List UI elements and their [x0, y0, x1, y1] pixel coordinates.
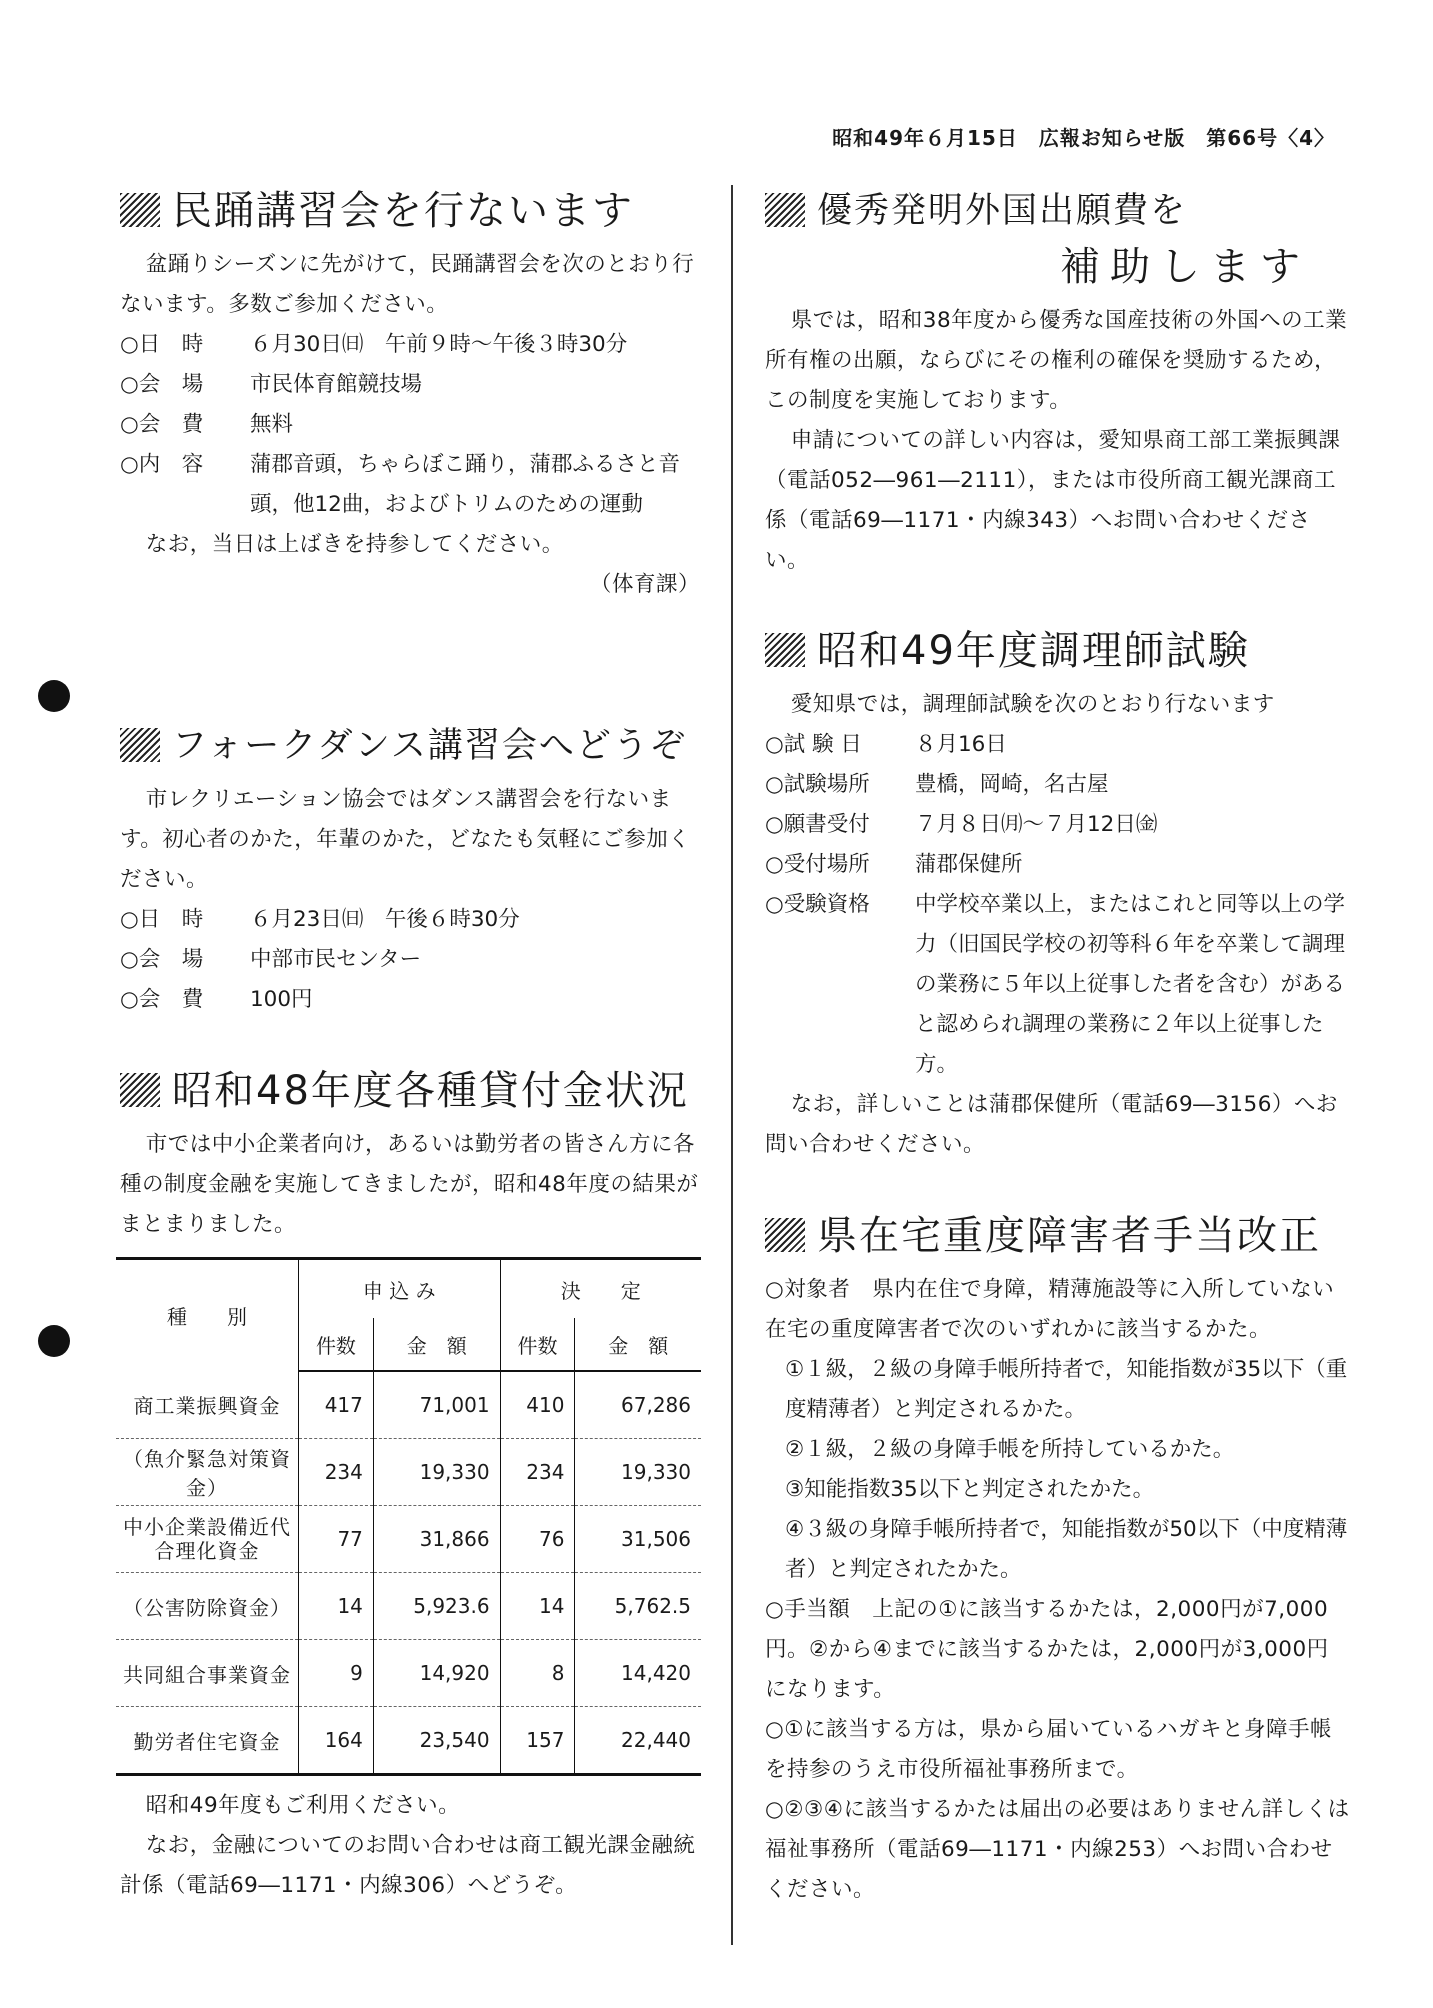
- welfare-target: ○対象者 県内在住で身障，精薄施設等に入所していない在宅の重度障害者で次のいずれかに該当するかた。: [765, 1277, 1335, 1342]
- hatch-icon: [765, 633, 805, 667]
- loan-intro: 市では中小企業者向け，あるいは勤労者の皆さん方に各種の制度金融を実施してきましたが，昭和48年度の結果がまとまりました。: [120, 1132, 699, 1237]
- hatch-icon: [120, 1073, 160, 1107]
- welfare-condition: ③知能指数35以下と判定されたかた。: [785, 1477, 1155, 1502]
- welfare-note2: ○②③④に該当するかたは届出の必要はありません詳しくは福祉事務所（電話69―1171・内線253）へお問い合わせください。: [765, 1797, 1350, 1902]
- col-apply-header: 申 込 み: [299, 1259, 501, 1319]
- col-count-header: 件数: [500, 1318, 575, 1371]
- punch-hole: [38, 1325, 70, 1357]
- folk-section: [120, 720, 700, 1065]
- minyo-note: なお，当日は上ばきを持参してください。: [145, 532, 564, 557]
- minyo-section: [120, 185, 700, 720]
- col-type-header: 種 別: [116, 1259, 299, 1372]
- minyo-item: ○会 費 無料: [120, 412, 294, 437]
- minyo-item: ○会 場 市民体育館競技場: [120, 372, 423, 397]
- col-amount-header: 金 額: [373, 1318, 500, 1371]
- cook-item: ○受験資格 中学校卒業以上，またはこれと同等以上の学力（旧国民学校の初等科６年を卒業して調理の業務に５年以上従事した者を含む）があると認められ調理の業務に２年以上従事した方。: [765, 892, 1346, 1077]
- loan-note1: 昭和49年度もご利用ください。: [145, 1793, 461, 1818]
- patent-section: [765, 185, 1350, 625]
- table-row: （魚介緊急対策資金） 234 19,330 234 19,330: [116, 1439, 701, 1506]
- patent-body2: 申請についての詳しい内容は，愛知県商工部工業振興課（電話052―961―2111），または市役所商工観光課商工係（電話69―1171・内線343）へお問い合わせください。: [765, 428, 1341, 573]
- minyo-intro: 盆踊りシーズンに先がけて，民踊講習会を次のとおり行ないます。多数ご参加ください。: [120, 252, 695, 317]
- welfare-amount: ○手当額 上記の①に該当するかたは，2,000円が7,000円。②から④までに該当するかたは，2,000円が3,000円になります。: [765, 1597, 1329, 1702]
- table-row: 中小企業設備近代合理化資金 77 31,866 76 31,506: [116, 1506, 701, 1573]
- column-divider: [731, 185, 733, 1945]
- welfare-condition: ①１級，２級の身障手帳所持者で，知能指数が35以下（重度精薄者）と判定されるかた。: [785, 1357, 1348, 1422]
- loan-section: [120, 1065, 700, 1906]
- welfare-note1: ○①に該当する方は，県から届いているハガキと身障手帳を持参のうえ市役所福祉事務所まで。: [765, 1717, 1333, 1782]
- cook-note: なお，詳しいことは蒲郡保健所（電話69―3156）へお問い合わせください。: [765, 1092, 1338, 1157]
- hatch-icon: [765, 193, 805, 227]
- minyo-item: ○内 容 蒲郡音頭，ちゃらぼこ踊り，蒲郡ふるさと音頭，他12曲，およびトリムのための運動: [120, 452, 681, 517]
- patent-title-line2: 補助します: [1060, 244, 1310, 290]
- folk-item: ○会 場 中部市民センター: [120, 947, 422, 972]
- folk-intro: 市レクリエーション協会ではダンス講習会を行ないます。初心者のかた，年輩のかた，どなたも気軽にご参加ください。: [120, 787, 691, 892]
- hatch-icon: [120, 193, 160, 227]
- folk-item: ○会 費 100円: [120, 987, 313, 1012]
- table-row: 商工業振興資金 417 71,001 410 67,286: [116, 1371, 701, 1439]
- loan-table: [116, 1257, 701, 1776]
- table-row: （公害防除資金） 14 5,923.6 14 5,762.5: [116, 1573, 701, 1640]
- folk-item: ○日 時 ６月23日㈰ 午後６時30分: [120, 907, 520, 932]
- loan-title: 昭和48年度各種貸付金状況: [120, 1065, 700, 1117]
- welfare-title: 県在宅重度障害者手当改正: [765, 1210, 1350, 1262]
- left-column: [120, 185, 700, 1906]
- loan-note2: なお，金融についてのお問い合わせは商工観光課金融統計係（電話69―1171・内線306）へどうぞ。: [120, 1833, 696, 1898]
- welfare-section: [765, 1210, 1350, 1910]
- cook-section: [765, 625, 1350, 1210]
- cook-item: ○試 験 日 ８月16日: [765, 732, 1007, 757]
- cook-title: 昭和49年度調理師試験: [765, 625, 1350, 677]
- hatch-icon: [120, 728, 160, 762]
- table-row: 共同組合事業資金 9 14,920 8 14,420: [116, 1640, 701, 1707]
- table-row: 勤労者住宅資金 164 23,540 157 22,440: [116, 1707, 701, 1775]
- col-count-header: 件数: [299, 1318, 374, 1371]
- right-column: [765, 185, 1350, 1910]
- welfare-condition: ④３級の身障手帳所持者で，知能指数が50以下（中度精薄者）と判定されたかた。: [785, 1517, 1348, 1582]
- col-decide-header: 決 定: [500, 1259, 701, 1319]
- minyo-title: 民踊講習会を行ないます: [120, 185, 700, 237]
- patent-title: 優秀発明外国出願費を: [765, 185, 1350, 237]
- minyo-item: ○日 時 ６月30日㈰ 午前９時〜午後３時30分: [120, 332, 628, 357]
- punch-hole: [38, 680, 70, 712]
- cook-item: ○受付場所 蒲郡保健所: [765, 852, 1023, 877]
- minyo-dept: （体育課）: [589, 572, 700, 597]
- welfare-condition: ②１級，２級の身障手帳を所持しているかた。: [785, 1437, 1235, 1462]
- page-header: 昭和49年６月15日 広報お知らせ版 第66号〈4〉: [832, 126, 1335, 150]
- cook-item: ○願書受付 ７月８日㈪〜７月12日㈮: [765, 812, 1158, 837]
- folk-title: フォークダンス講習会へどうぞ: [120, 720, 700, 772]
- col-amount-header: 金 額: [575, 1318, 701, 1371]
- cook-item: ○試験場所 豊橋，岡崎，名古屋: [765, 772, 1109, 797]
- hatch-icon: [765, 1218, 805, 1252]
- cook-intro: 愛知県では，調理師試験を次のとおり行ないます: [790, 692, 1275, 717]
- patent-body1: 県では，昭和38年度から優秀な国産技術の外国への工業所有権の出願，ならびにその権利の確保を奨励するため，この制度を実施しております。: [765, 308, 1348, 413]
